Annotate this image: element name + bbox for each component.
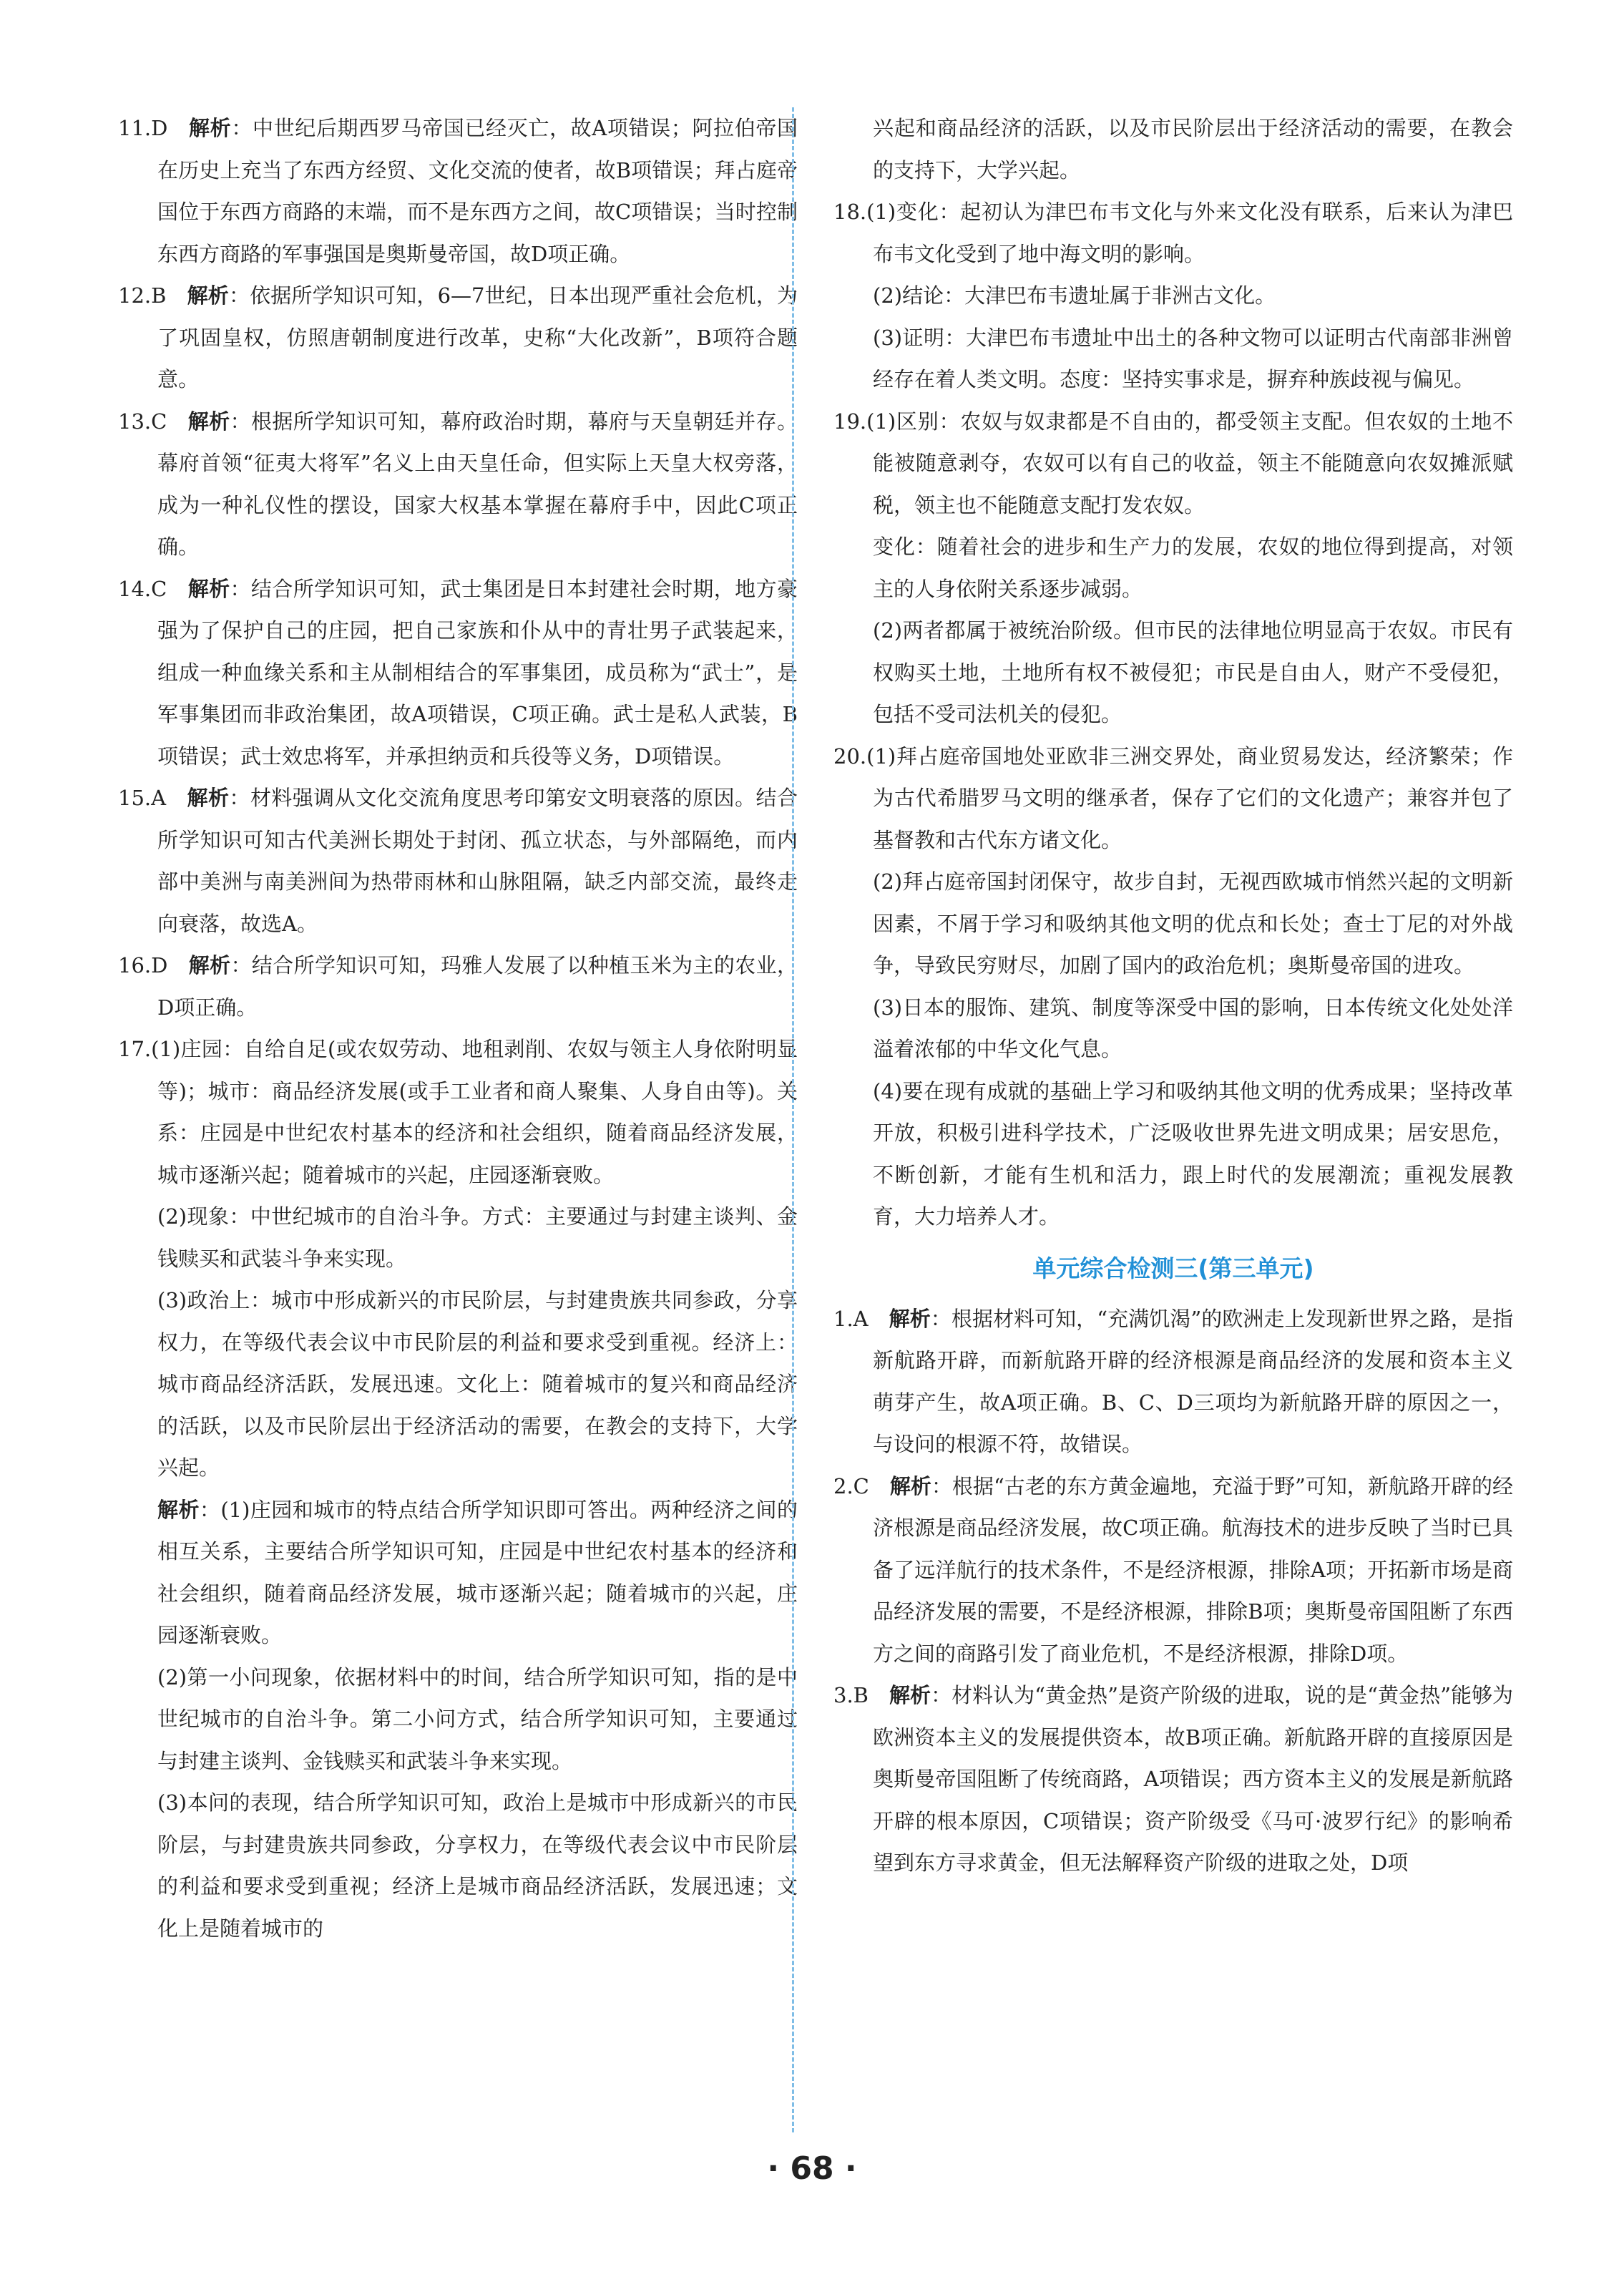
answer-text: ：结合所学知识可知，玛雅人发展了以种植玉米为主的农业，D项正确。 — [157, 953, 798, 1020]
answer-text: ：根据“古老的东方黄金遍地，充溢于野”可知，新航路开辟的经济根源是商品经济发展，故C项正确。航海技术的进步反映了当时已具备了远洋航行的技术条件，不是经济根源，排除A项；开拓新市场是商品经济发展的需要，不是经济根源，排除B项；奥斯曼帝国阻断了东西方之间的商路引发了商业危机，不是经济根源，排除D项。 — [873, 1473, 1513, 1666]
question-number: 3.B — [833, 1683, 869, 1707]
answer-paragraph — [833, 526, 1513, 610]
analysis-label: 解析 — [889, 1306, 931, 1331]
answer-text: (3)证明：大津巴布韦遗址中出土的各种文物可以证明古代南部非洲曾经存在着人类文明。态度：坚持实事求是，摒弃种族歧视与偏见。 — [873, 325, 1513, 391]
right-column-bottom — [833, 1298, 1513, 1884]
analysis-label: 解析 — [188, 116, 232, 140]
answer-paragraph — [833, 736, 1513, 862]
right-column-top — [833, 107, 1513, 1238]
answer-paragraph — [118, 568, 798, 778]
question-number: 11.D — [118, 116, 168, 140]
analysis-label: 解析 — [188, 953, 231, 977]
answer-paragraph — [833, 401, 1513, 527]
question-number: 17. — [118, 1037, 152, 1061]
answer-paragraph — [833, 610, 1513, 736]
answer-text: ：结合所学知识可知，武士集团是日本封建社会时期，地方豪强为了保护自己的庄园，把自己家族和仆从中的青壮男子武装起来，组成一种血缘关系和主从制相结合的军事集团，成员称为“武士”，是军事集团而非政治集团，故A项错误，C项正确。武士是私人武装，B项错误；武士效忠将军，并承担纳贡和兵役等义务，D项错误。 — [157, 576, 798, 769]
answer-paragraph — [833, 191, 1513, 275]
answer-text: ：中世纪后期西罗马帝国已经灭亡，故A项错误；阿拉伯帝国在历史上充当了东西方经贸、文化交流的使者，故B项错误；拜占庭帝国位于东西方商路的末端，而不是东西方之间，故C项错误；当时控制东西方商路的军事强国是奥斯曼帝国，故D项正确。 — [157, 116, 798, 266]
right-column — [833, 107, 1513, 1884]
answer-text: ：根据所学知识可知，幕府政治时期，幕府与天皇朝廷并存。幕府首领“征夷大将军”名义上由天皇任命，但实际上天皇大权旁落，成为一种礼仪性的摆设，国家大权基本掌握在幕府手中，因此C项正确。 — [157, 409, 798, 559]
answer-paragraph — [833, 107, 1513, 191]
answer-paragraph — [118, 1196, 798, 1279]
answer-text: (2)两者都属于被统治阶级。但市民的法律地位明显高于农奴。市民有权购买土地，土地所有权不被侵犯；市民是自由人，财产不受侵犯，包括不受司法机关的侵犯。 — [873, 618, 1513, 726]
answer-text: (1)区别：农奴与奴隶都是不自由的，都受领主支配。但农奴的土地不能被随意剥夺，农奴可以有自己的收益，领主不能随意向农奴摊派赋税，领主也不能随意支配打发农奴。 — [866, 409, 1513, 517]
answer-text: ：材料强调从文化交流角度思考印第安文明衰落的原因。结合所学知识可知古代美洲长期处于封闭、孤立状态，与外部隔绝，而内部中美洲与南美洲间为热带雨林和山脉阻隔，缺乏内部交流，最终走向衰落，故选A。 — [157, 786, 798, 936]
answer-text: ：材料认为“黄金热”是资产阶级的进取，说的是“黄金热”能够为欧洲资本主义的发展提供资本，故B项正确。新航路开辟的直接原因是奥斯曼帝国阻断了传统商路，A项错误；西方资本主义的发展是新航路开辟的根本原因，C项错误；资产阶级受《马可·波罗行纪》的影响希望到东方寻求黄金，但无法解释资产阶级的进取之处，D项 — [873, 1683, 1513, 1875]
answer-text: (3)本问的表现，结合所学知识可知，政治上是城市中形成新兴的市民阶层，与封建贵族共同参政，分享权力，在等级代表会议中市民阶层的利益和要求受到重视；经济上是城市商品经济活跃，发展迅速；文化上是随着城市的 — [157, 1790, 798, 1941]
answer-paragraph — [833, 987, 1513, 1071]
question-number: 13.C — [118, 409, 167, 434]
answer-text: (2)现象：中世纪城市的自治斗争。方式：主要通过与封建主谈判、金钱赎买和武装斗争来实现。 — [157, 1204, 798, 1271]
question-number: 15.A — [118, 786, 167, 810]
answer-paragraph — [833, 275, 1513, 317]
answer-paragraph — [833, 1674, 1513, 1884]
answer-text: (3)日本的服饰、建筑、制度等深受中国的影响，日本传统文化处处洋溢着浓郁的中华文化气息。 — [873, 995, 1513, 1061]
answer-text: ：依据所学知识可知，6—7世纪，日本出现严重社会危机，为了巩固皇权，仿照唐朝制度进行改革，史称“大化改新”，B项符合题意。 — [157, 283, 798, 391]
answer-paragraph — [118, 107, 798, 275]
question-number: 16.D — [118, 953, 168, 977]
analysis-label: 解析 — [157, 1497, 200, 1522]
analysis-label: 解析 — [187, 576, 230, 601]
answer-text: 兴起和商品经济的活跃，以及市民阶层出于经济活动的需要，在教会的支持下，大学兴起。 — [873, 116, 1513, 182]
answer-text: (2)第一小问现象，依据材料中的时间，结合所学知识可知，指的是中世纪城市的自治斗争。第二小问方式，结合所学知识可知，主要通过与封建主谈判、金钱赎买和武装斗争来实现。 — [157, 1664, 798, 1773]
answer-paragraph — [833, 861, 1513, 987]
answer-text: ：根据材料可知，“充满饥渴”的欧洲走上发现新世界之路，是指新航路开辟，而新航路开辟的经济根源是商品经济的发展和资本主义萌芽产生，故A项正确。B、C、D三项均为新航路开辟的原因之一，与设问的根源不符，故错误。 — [873, 1306, 1513, 1456]
answer-paragraph — [118, 1489, 798, 1657]
answer-paragraph — [118, 401, 798, 568]
answer-paragraph — [833, 317, 1513, 401]
answer-text: (2)拜占庭帝国封闭保守，故步自封，无视西欧城市悄然兴起的文明新因素，不屑于学习和吸纳其他文明的优点和长处；查士丁尼的对外战争，导致民穷财尽，加剧了国内的政治危机；奥斯曼帝国的进攻。 — [873, 869, 1513, 977]
answer-paragraph — [118, 275, 798, 401]
answer-paragraph — [833, 1298, 1513, 1466]
answer-paragraph — [118, 1279, 798, 1489]
answer-text: (2)结论：大津巴布韦遗址属于非洲古文化。 — [873, 283, 1276, 308]
answer-text: ：(1)庄园和城市的特点结合所学知识即可答出。两种经济之间的相互关系，主要结合所学知识可知，庄园是中世纪农村基本的经济和社会组织，随着商品经济发展，城市逐渐兴起；随着城市的兴起，庄园逐渐衰败。 — [157, 1497, 798, 1647]
answer-text: (1)拜占庭帝国地处亚欧非三洲交界处，商业贸易发达，经济繁荣；作为古代希腊罗马文明的继承者，保存了它们的文化遗产；兼容并包了基督教和古代东方诸文化。 — [866, 743, 1513, 852]
analysis-label: 解析 — [187, 283, 229, 308]
answer-paragraph — [118, 1028, 798, 1196]
question-number: 2.C — [833, 1473, 869, 1498]
answer-text: (3)政治上：城市中形成新兴的市民阶层，与封建贵族共同参政，分享权力，在等级代表会议中市民阶层的利益和要求受到重视。经济上：城市商品经济活跃，发展迅速。文化上：随着城市的复兴和商品经济的活跃，以及市民阶层出于经济活动的需要，在教会的支持下，大学兴起。 — [157, 1288, 798, 1480]
analysis-label: 解析 — [187, 409, 230, 434]
section-title: 单元综合检测三(第三单元) — [1032, 1254, 1314, 1282]
question-number: 18. — [833, 200, 867, 224]
question-number: 12.B — [118, 283, 167, 308]
answer-paragraph — [118, 777, 798, 945]
page-number: · 68 · — [767, 2150, 857, 2187]
answer-paragraph — [833, 1071, 1513, 1238]
question-number: 20. — [833, 743, 867, 769]
column-divider — [792, 107, 794, 2132]
answer-text: (4)要在现有成就的基础上学习和吸纳其他文明的优秀成果；坚持改革开放，积极引进科学技术，广泛吸收世界先进文明成果；居安思危，不断创新，才能有生机和活力，跟上时代的发展潮流；重视发展教育，大力培养人才。 — [873, 1078, 1513, 1229]
answer-text: (1)变化：起初认为津巴布韦文化与外来文化没有联系，后来认为津巴布韦文化受到了地中海文明的影响。 — [866, 200, 1513, 266]
answer-paragraph — [118, 1782, 798, 1949]
answer-text: 变化：随着社会的进步和生产力的发展，农奴的地位得到提高，对领主的人身依附关系逐步减弱。 — [873, 535, 1513, 601]
analysis-label: 解析 — [889, 1473, 931, 1498]
question-number: 19. — [833, 409, 867, 434]
analysis-label: 解析 — [889, 1683, 931, 1707]
left-column — [118, 107, 798, 1949]
answer-paragraph — [118, 945, 798, 1028]
answer-text: (1)庄园：自给自足(或农奴劳动、地租剥削、农奴与领主人身依附明显等)；城市：商品经济发展(或手工业者和商人聚集、人身自由等)。关系：庄园是中世纪农村基本的经济和社会组织，随着商品经济发展，城市逐渐兴起；随着城市的兴起，庄园逐渐衰败。 — [151, 1037, 798, 1187]
analysis-label: 解析 — [187, 786, 230, 810]
question-number: 14.C — [118, 576, 167, 601]
answer-paragraph — [118, 1657, 798, 1783]
answer-paragraph — [833, 1466, 1513, 1675]
question-number: 1.A — [833, 1306, 869, 1331]
